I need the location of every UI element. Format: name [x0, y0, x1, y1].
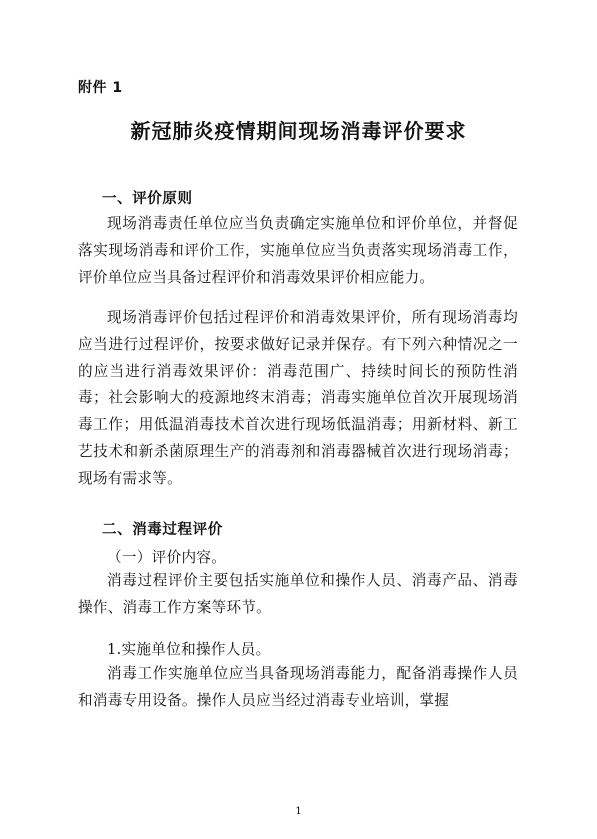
attachment-label: 附件 1: [78, 80, 123, 96]
page-number: 1: [295, 806, 302, 817]
paragraph-process-contents: 消毒过程评价主要包括实施单位和操作人员、消毒产品、消毒操作、消毒工作方案等环节。: [78, 572, 518, 616]
paragraph-responsibility: 现场消毒责任单位应当负责确定实施单位和评价单位，并督促落实现场消毒和评价工作，实施单位应当负责落实现场消毒工作，评价单位应当具备过程评价和消毒效果评价相应能力。: [78, 215, 518, 286]
item-implementer-and-operators: 1.实施单位和操作人员。: [107, 641, 271, 658]
paragraph-evaluation-scope: 现场消毒评价包括过程评价和消毒效果评价，所有现场消毒均应当进行过程评价，按要求做好记录并保存。有下列六种情况之一的应当进行消毒效果评价：消毒范围广、持续时间长的预防性消毒；社会影响大的疫源地终末消毒；消毒实施单位首次开展现场消毒工作；用低温消毒技术首次进行现场低温消毒；用新材料、新工艺技术和新杀菌原理生产的消毒剂和消毒器械首次进行现场消毒；现场有需求等。: [78, 309, 518, 487]
document-title: 新冠肺炎疫情期间现场消毒评价要求: [130, 119, 467, 143]
subheading-evaluation-content: （一）评价内容。: [107, 549, 227, 566]
paragraph-implementer-requirements: 消毒工作实施单位应当具备现场消毒能力，配备消毒操作人员和消毒专用设备。操作人员应当经过消毒专业培训，掌握: [78, 665, 518, 709]
section-heading-process-evaluation: 二、消毒过程评价: [102, 522, 223, 538]
section-heading-evaluation-principles: 一、评价原则: [102, 191, 193, 207]
